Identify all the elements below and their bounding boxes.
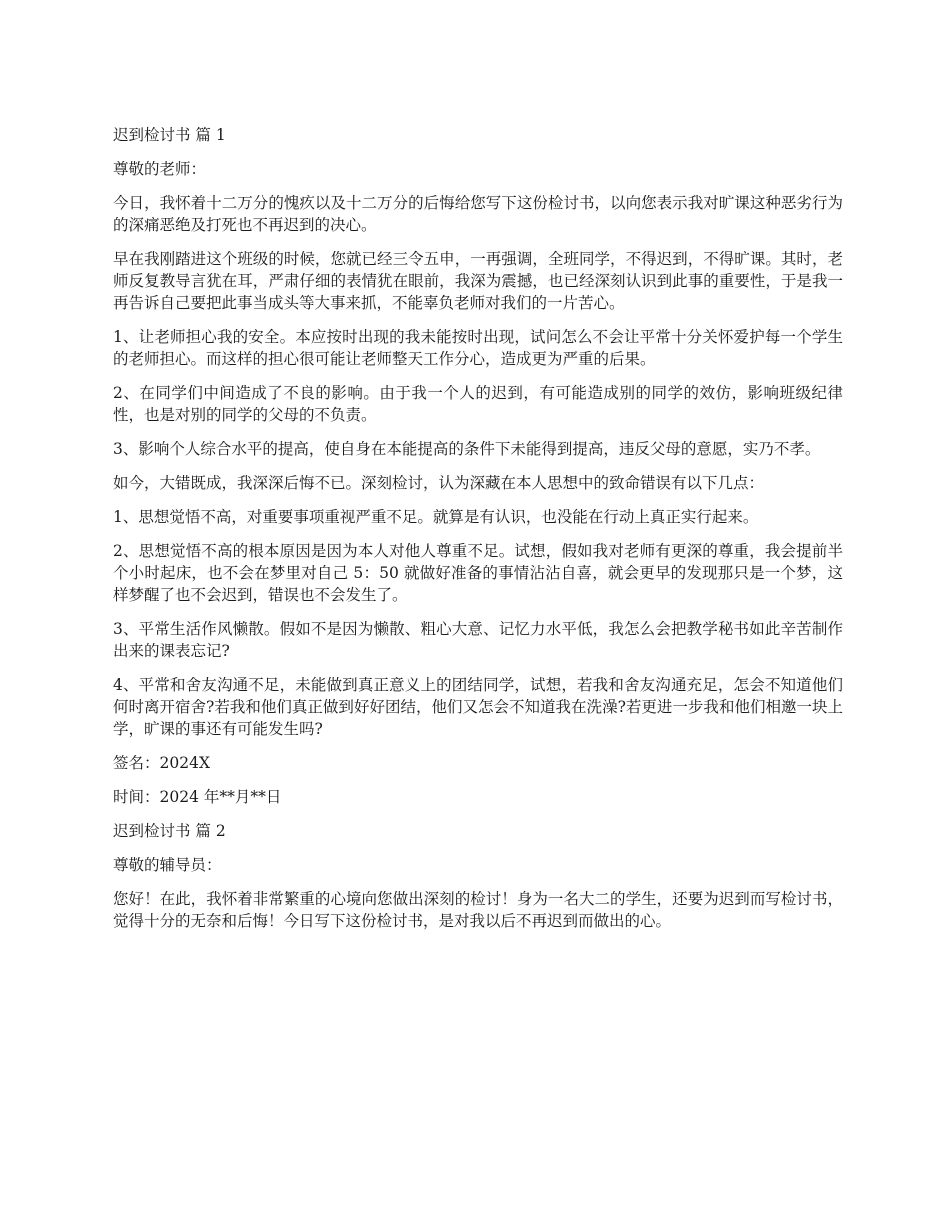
- section-title: 迟到检讨书 篇 2: [113, 822, 226, 840]
- salutation: 尊敬的老师：: [113, 160, 207, 178]
- section-title: 迟到检讨书 篇 1: [113, 126, 226, 144]
- list-item: 1、思想觉悟不高，对重要事项重视严重不足。就算是有认识，也没能在行动上真正实行起来。: [113, 508, 759, 526]
- document-page: [113, 124, 843, 944]
- body-paragraph: 早在我刚踏进这个班级的时候，您就已经三令五申，一再强调，全班同学，不得迟到，不得旷课。其时，老师反复教导言犹在耳，严肃仔细的表情犹在眼前，我深为震撼，也已经深刻认识到此事的重要性，于是我一再告诉自己要把此事当成头等大事来抓，不能辜负老师对我们的一片苦心。: [113, 250, 843, 312]
- list-item: 2、在同学们中间造成了不良的影响。由于我一个人的迟到，有可能造成别的同学的效仿，影响班级纪律性，也是对别的同学的父母的不负责。: [113, 384, 843, 424]
- body-paragraph: 您好！在此，我怀着非常繁重的心境向您做出深刻的检讨！身为一名大二的学生，还要为迟到而写检讨书，觉得十分的无奈和后悔！今日写下这份检讨书，是对我以后不再迟到而做出的心。: [113, 890, 843, 930]
- list-item: 1、让老师担心我的安全。本应按时出现的我未能按时出现，试问怎么不会让平常十分关怀爱护每一个学生的老师担心。而这样的担心很可能让老师整天工作分心，造成更为严重的后果。: [113, 328, 843, 368]
- list-item: 3、平常生活作风懒散。假如不是因为懒散、粗心大意、记忆力水平低，我怎么会把教学秘书如此辛苦制作出来的课表忘记?: [113, 620, 843, 660]
- date-line: 时间：2024 年**月**日: [113, 788, 282, 806]
- body-paragraph: 如今，大错既成，我深深后悔不已。深刻检讨，认为深藏在本人思想中的致命错误有以下几点：: [113, 474, 765, 492]
- salutation: 尊敬的辅导员：: [113, 856, 222, 874]
- list-item: 4、平常和舍友沟通不足，未能做到真正意义上的团结同学，试想，若我和舍友沟通充足，怎会不知道他们何时离开宿舍?若我和他们真正做到好好团结，他们又怎会不知道我在洗澡?若更进一步我和他们相邀一块上学，旷课的事还有可能发生吗?: [113, 676, 843, 738]
- list-item: 3、影响个人综合水平的提高，使自身在本能提高的条件下未能得到提高，违反父母的意愿，实乃不孝。: [113, 440, 821, 458]
- body-paragraph: 今日，我怀着十二万分的愧疚以及十二万分的后悔给您写下这份检讨书，以向您表示我对旷课这种恶劣行为的深痛恶绝及打死也不再迟到的决心。: [113, 194, 843, 234]
- list-item: 2、思想觉悟不高的根本原因是因为本人对他人尊重不足。试想，假如我对老师有更深的尊重，我会提前半个小时起床，也不会在梦里对自己 5：50 就做好准备的事情沾沾自喜，就会更早的发现那只是一个梦，这样梦醒了也不会迟到，错误也不会发生了。: [113, 542, 843, 604]
- signature-line: 签名：2024X: [113, 754, 210, 772]
